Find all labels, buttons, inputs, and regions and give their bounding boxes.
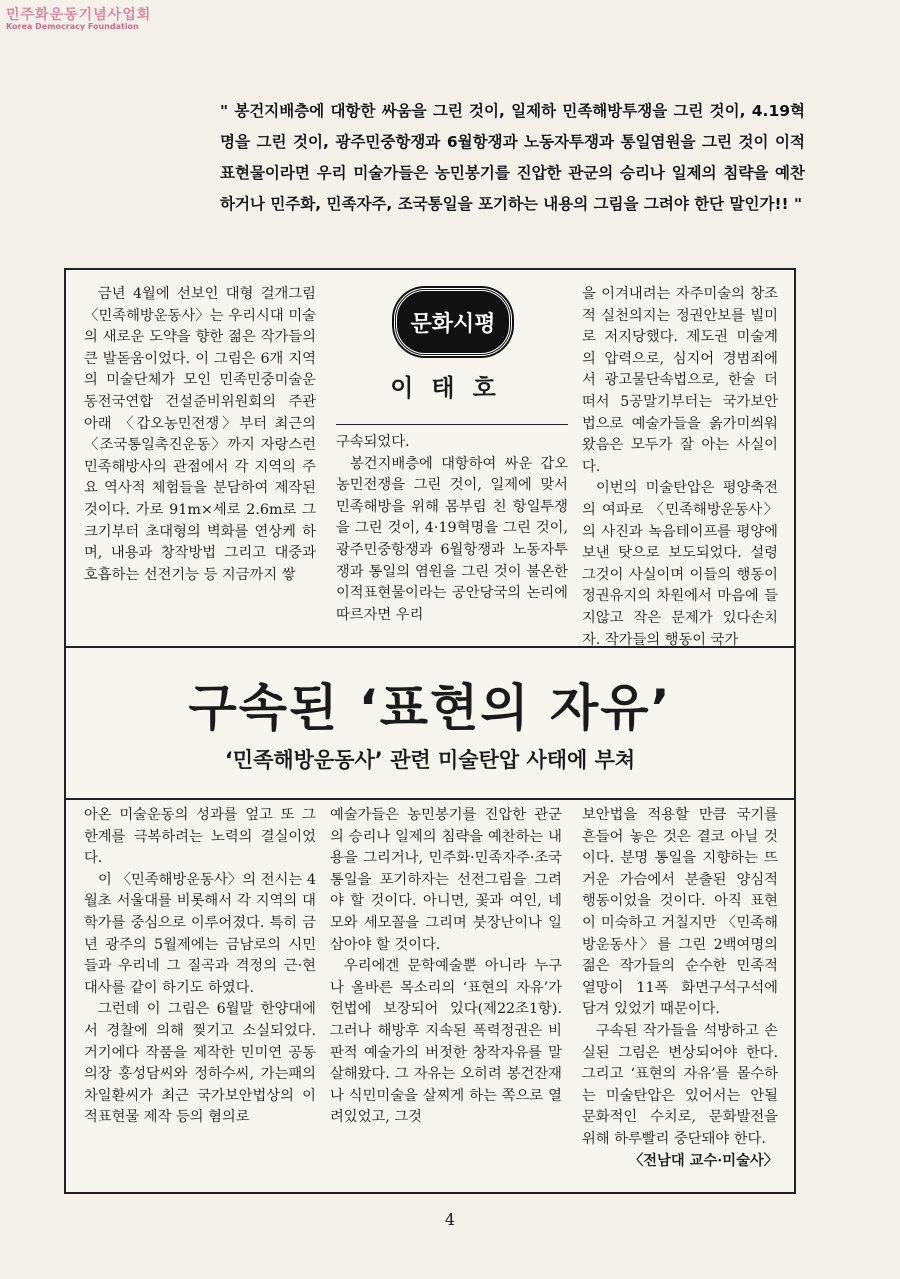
subheadline: ‘민족해방운동사’ 관련 미술탄압 사태에 부쳐 bbox=[224, 748, 636, 772]
pull-quote: " 봉건지배층에 대항한 싸움을 그린 것이, 일제하 민족해방투쟁을 그린 것이, 4.19혁명을 그린 것이, 광주민중항쟁과 6월항쟁과 노동자투쟁과 통일염원을 그린 것이 이적표현물이라면 우리 미술가들은 농민봉기를 진압한 관군의 승리나 일제의 침략을 예찬하거나 민주화, 민족자주, 조국통일을 포기하는 내용의 그림을 그려야 한단 말인가!! " bbox=[220, 102, 805, 213]
paragraph: 그런데 이 그림은 6월말 한양대에서 경찰에 의해 찢기고 소실되었다. 거기에다 작품을 제작한 민미연 공동의장 홍성담씨와 정하수씨, 가는패의 차일환씨가 최근 국가보안법상의 이적표현물 제작 등의 혐의로 bbox=[84, 1001, 316, 1126]
paragraph: 을 이겨내려는 자주미술의 창조적 실천의지는 정권안보를 빌미로 저지당했다. 제도권 미술계의 압력으로, 심지어 경범죄에서 광고물단속법으로, 한술 더 떠서 5공말기부터는 국가보안법으로 예술가들을 옭가미씌워왔음은 모두가 잘 아는 사실이다. bbox=[582, 286, 778, 475]
paragraph: 예술가들은 농민봉기를 진압한 관군의 승리나 일제의 침략을 예찬하는 내용을 그리거나, 민주화·민족자주·조국통일을 포기하자는 선전그림을 그려야 할 것이다. 아니면, 꽃과 여인, 네모와 세모꼴을 그리며 붓장난이나 일삼아야 할 것이다. bbox=[330, 807, 562, 953]
headline: 구속된 ‘표현의 자유’ bbox=[188, 679, 672, 737]
top-column-2 bbox=[336, 432, 568, 626]
column-header bbox=[336, 278, 568, 425]
paragraph: 이 〈민족해방운동사〉의 전시는 4월초 서울대를 비롯해서 각 지역의 대학가를 중심으로 이루어졌다. 특히 금년 광주의 5월제에는 금남로의 시민들과 우리네 그 질곡과 격정의 근·현대사를 같이 하기도 하였다. bbox=[84, 871, 316, 996]
headline-band bbox=[66, 646, 794, 800]
paragraph: 구속되었다. bbox=[336, 434, 410, 450]
paragraph: 봉건지배층에 대항하여 싸운 갑오농민전쟁을 그린 것이, 일제에 맞서 민족해방을 위해 몸부림 친 항일투쟁을 그린 것이, 4·19혁명을 그린 것이, 광주민중항쟁과 6월항쟁과 노동자투쟁과 통일의 염원을 그린 것이 불온한 이적표현물이라는 공안당국의 논리에 따르자면 우리 bbox=[336, 455, 568, 623]
paragraph: 보안법을 적용할 만큼 국기를 흔들어 놓은 것은 결코 아닐 것이다. 분명 통일을 지향하는 뜨거운 가슴에서 분출된 양심적 행동이었을 것이다. 아직 표현이 미숙하고 거칠지만 〈민족해방운동사〉를 그린 2백여명의 젊은 작가들의 순수한 민족적 열망이 11폭 화면구석구석에 담겨 있었기 때문이다. bbox=[582, 807, 778, 1018]
author-affiliation: 〈전남대 교수·미술사〉 bbox=[628, 1152, 778, 1169]
paragraph: 금년 4월에 선보인 대형 걸개그림 〈민족해방운동사〉는 우리시대 미술의 새로운 도약을 향한 젊은 작가들의 큰 발돋움이었다. 이 그림은 6개 지역의 미술단체가 모인 민족민중미술운동전국연합 건설준비위원회의 주관 아래 〈갑오농민전쟁〉부터 최근의 〈조국통일촉진운동〉까지 자랑스런 민족해방사의 관점에서 각 지역의 주요 역사적 체험들을 분담하여 제작된 것이다. 가로 91m×세로 2.6m로 그 크기부터 초대형의 벽화를 연상케 하며, 내용과 창작방법 그리고 대중과 호흡하는 선전기능 등 지금까지 쌓 bbox=[84, 286, 316, 583]
top-column-1 bbox=[84, 284, 316, 586]
watermark-logo bbox=[6, 4, 151, 31]
paragraph: 우리에겐 문학예술뿐 아니라 누구나 올바른 목소리의 ‘표현의 자유’가 헌법에 보장되어 있다(제22조1항). 그러나 해방후 지속된 폭력정권은 비판적 예술가의 버젓한 창작자유를 말살해왔다. 그 자유는 오히려 봉건잔재나 식민미술을 살찌게 하는 쪽으로 열려있었고, 그것 bbox=[330, 958, 562, 1126]
column-badge: 문화시평 bbox=[394, 288, 512, 356]
bottom-column-1 bbox=[84, 805, 316, 1129]
page-number: 4 bbox=[444, 1210, 456, 1229]
watermark-korean: 민주화운동기념사업회 bbox=[6, 7, 152, 23]
top-column-3 bbox=[582, 284, 778, 651]
author-name: 이태호 bbox=[390, 374, 514, 402]
paragraph: 구속된 작가들을 석방하고 손실된 그림은 변상되어야 한다. 그리고 ‘표현의 자유’를 몰수하는 미술탄압은 있어서는 안될 문화적인 수치로, 문화발전을 위해 하루빨리 중단돼야 한다. bbox=[582, 1022, 778, 1147]
watermark-english: Korea Democracy Foundation bbox=[6, 22, 139, 31]
paragraph: 이번의 미술탄압은 평양축전의 여파로 〈민족해방운동사〉의 사진과 녹음테이프를 평양에 보낸 탓으로 보도되었다. 설령 그것이 사실이며 이들의 행동이 정권유지의 차원에서 마음에 들지않고 작은 문제가 있다손치자. 작가들의 행동이 국가 bbox=[582, 480, 778, 648]
paragraph: 아온 미술운동의 성과를 엎고 또 그 한계를 극복하려는 노력의 결실이었다. bbox=[84, 807, 316, 867]
bottom-column-2 bbox=[330, 805, 562, 1129]
article-frame bbox=[64, 268, 796, 1194]
bottom-column-3 bbox=[582, 805, 778, 1172]
